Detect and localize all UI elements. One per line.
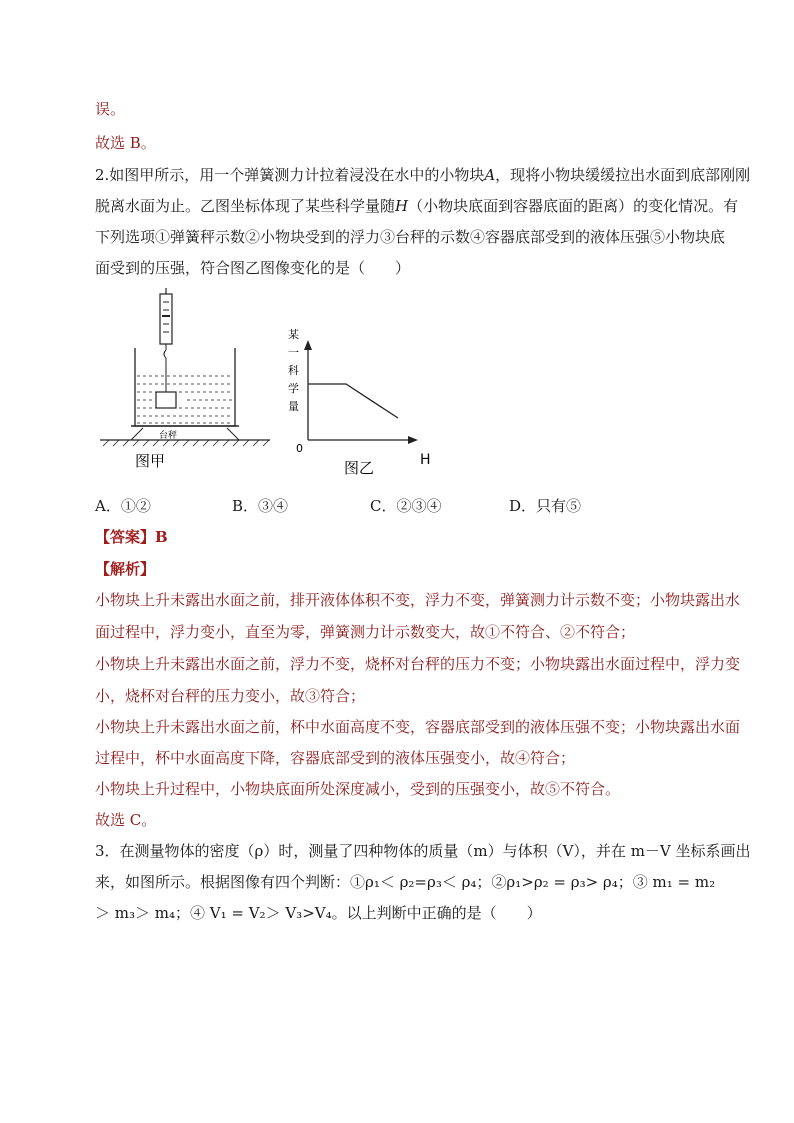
q2-var-a: A (484, 166, 496, 184)
spring-scale-hook (164, 350, 166, 358)
origin-label: 0 (296, 442, 303, 455)
scale-body (131, 428, 239, 440)
block-a (156, 392, 176, 408)
x-axis-label: H (420, 452, 431, 468)
q2-choice: 故选 C。 (95, 811, 157, 829)
option-c: C．②③④ (370, 497, 442, 515)
prev-choice: 故选 B。 (95, 134, 156, 152)
q3-line2: 来，如图所示。根据图像有四个判断：①ρ₁＜ ρ₂=ρ₃＜ ρ₄；②ρ₁>ρ₂ = ρ₃> ρ₄；③ m₁ = m₂ (95, 873, 716, 891)
water (137, 376, 233, 423)
ground-hatch (103, 440, 269, 446)
analysis-line: 小物块上升未露出水面之前，浮力不变，烧杯对台秤的压力不变；小物块露出水面过程中，浮力变 (95, 655, 741, 673)
analysis-line: 小物块上升未露出水面之前，排开液体体积不变，浮力不变，弹簧测力计示数不变；小物块露出水 (95, 591, 741, 609)
scale-label: 台秤 (159, 431, 178, 441)
answer-tag: 【答案】 (95, 528, 156, 546)
y-axis-arrow (304, 340, 312, 350)
q2-stem-line3: 下列选项①弹簧秤示数②小物块受到的浮力③台秤的示数④容器底部受到的液体压强⑤小物块底 (95, 228, 726, 246)
graph-line (308, 384, 398, 418)
figure-b-caption: 图乙 (344, 459, 375, 477)
option-b: B．③④ (232, 497, 289, 515)
answer-value: B (155, 528, 168, 546)
analysis-tag: 【解析】 (95, 560, 156, 578)
analysis-line: 小，烧杯对台秤的压力变小，故③符合； (95, 687, 366, 705)
analysis-line: 面过程中，浮力变小，直至为零，弹簧测力计示数变大，故①不符合、②不符合； (95, 623, 636, 641)
beaker (135, 348, 235, 426)
figure-a-caption: 图甲 (135, 452, 166, 470)
q2-stem-line1 (95, 165, 750, 185)
analysis-line: 小物块上升未露出水面之前，杯中水面高度不变，容器底部受到的液体压强不变；小物块露出水面 (95, 718, 741, 736)
figure-b (280, 288, 450, 488)
option-d: D．只有⑤ (509, 497, 582, 515)
y-axis-label-char: 学 (288, 382, 299, 395)
y-axis-label-char: 科 (288, 364, 299, 377)
prev-tail: 误。 (95, 100, 126, 118)
y-axis-label-char: 一 (288, 346, 299, 359)
analysis-line: 小物块上升过程中，小物块底面所处深度减小，受到的压强变小，故⑤不符合。 (95, 780, 621, 798)
figure-a (95, 288, 275, 488)
x-axis-arrow (408, 436, 418, 444)
q3-line3: ＞ m₃＞ m₄；④ V₁ = V₂＞ V₃>V₄。以上判断中正确的是（ ） (95, 904, 542, 922)
y-axis-label-char: 量 (288, 400, 299, 413)
y-axis-label-char: 某 (288, 328, 299, 341)
q2-stem-text: （小物块底面到容器底面的距离）的变化情况。有 (408, 197, 739, 215)
answer (95, 527, 168, 547)
option-a: A．①② (95, 497, 151, 515)
q2-stem-text: 2.如图甲所示，用一个弹簧测力计拉着浸没在水中的小物块 (95, 166, 485, 184)
q2-stem-line2 (95, 196, 738, 216)
analysis-line: 过程中，杯中水面高度下降，容器底部受到的液体压强变小，故④符合； (95, 749, 576, 767)
q2-var-h: H (395, 197, 409, 215)
q2-stem-text: 脱离水面为止。乙图坐标体现了某些科学量随 (95, 197, 396, 215)
q2-stem-text: ，现将小物块缓缓拉出水面到底部刚刚 (495, 166, 751, 184)
q3-line1: 3．在测量物体的密度（ρ）时，测量了四种物体的质量（m）与体积（V），并在 m－V 坐标系画出 (95, 842, 751, 860)
q2-stem-line4: 面受到的压强，符合图乙图像变化的是（ ） (95, 259, 411, 277)
